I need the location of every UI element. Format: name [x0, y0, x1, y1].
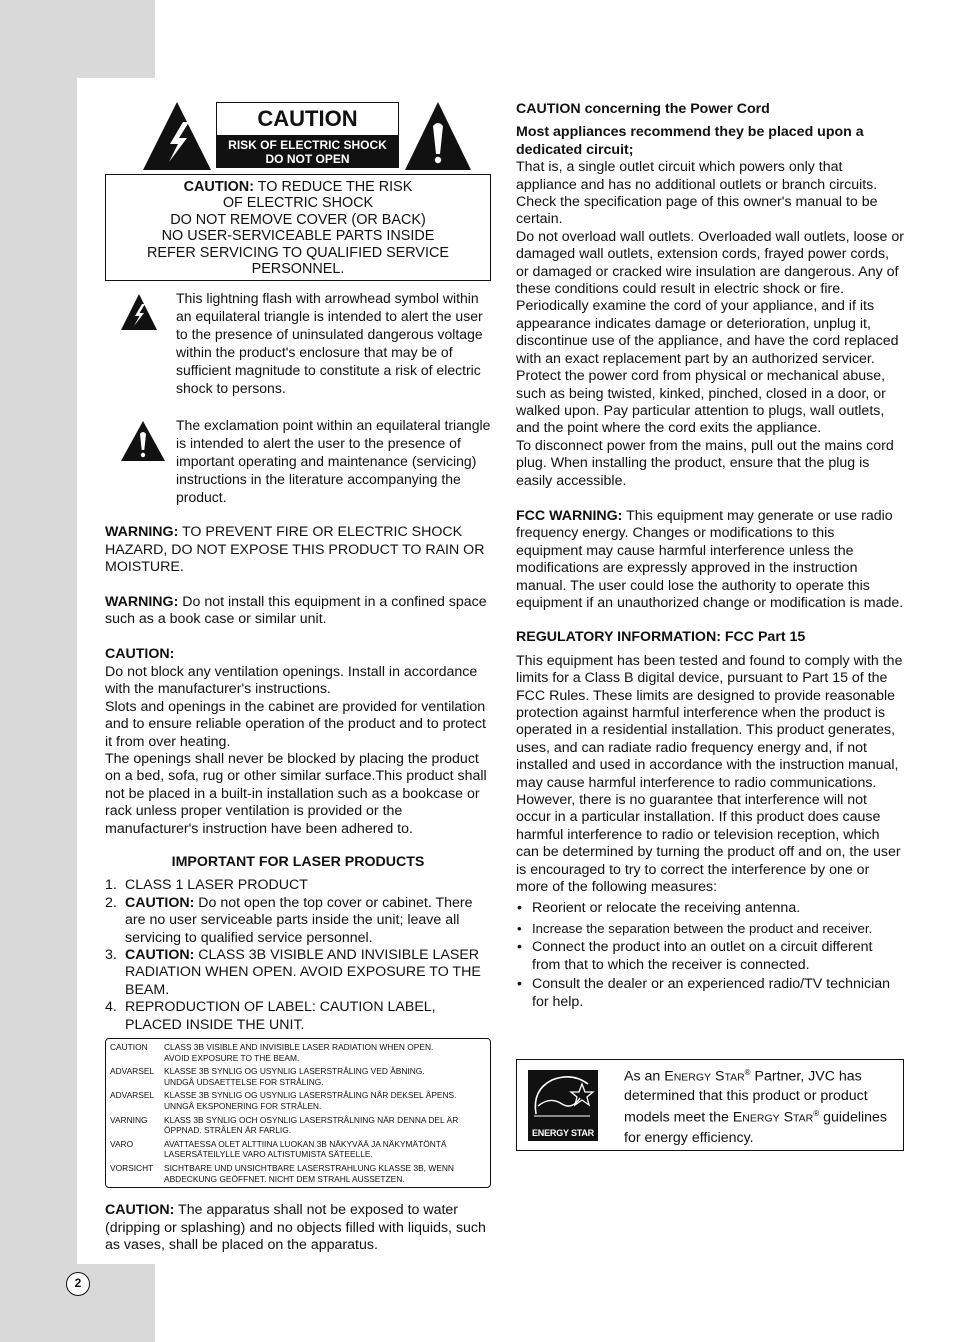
list-item: • Connect the product into an outlet on a circuit different from that to which the receiver is connected. — [516, 939, 904, 974]
top-margin-band — [0, 0, 155, 78]
laser-item: 1. CLASS 1 LASER PRODUCT — [105, 877, 308, 894]
regulatory-body: This equipment has been tested and found to comply with the limits for a Class B digital device, pursuant to Part 15 of the FCC Rules. These limits are designed to provide reasonable protection against harmful interference when the product is operated in a residential installation. This product generates, uses, and can radiate radio frequency energy and, if not installed and used in accordance with the instruction manual, may cause harmful interference to radio communications. However, there is no guarantee that interference will not occur in a particular installation. If this product does cause harmful interference to radio or television reception, which can be determined by turning the product off and on, the user is encouraged to try to correct the interference by one or more of the following measures: — [516, 652, 903, 896]
caution-header — [105, 100, 491, 174]
power-cord-paragraph: To disconnect power from the mains, pull out the mains cord plug. When installing the product, ensure that the plug is easily accessible. — [516, 437, 894, 489]
regulatory-title: REGULATORY INFORMATION: FCC Part 15 — [516, 629, 806, 646]
energy-star-text: As an ENERGY STAR® Partner, JVC has determined that this product or product models meet the ENERGY STAR® guidelines for energy efficiency. — [624, 1067, 888, 1146]
warning-confined-space: WARNING: Do not install this equipment in a confined space such as a book case or similar unit. — [105, 593, 487, 628]
energy-star-icon — [528, 1070, 598, 1126]
label-row: ADVARSEL KLASSE 3B SYNLIG OG USYNLIG LASERSTRÅLING VED ÅBNING. UNDGÅ UDSAETTELSE FOR STRÅLING. — [110, 1066, 425, 1087]
label-row: VARNING KLASS 3B SYNLIG OCH OSYNLIG LASERSTRÅLNING NÄR DENNA DEL ÄR ÖPPNAD. STRÅLEN ÄR FARLIG. — [110, 1114, 459, 1136]
list-item: • Increase the separation between the product and receiver. — [516, 920, 904, 937]
exclamation-triangle-icon — [121, 421, 165, 461]
lightning-triangle-icon — [121, 294, 157, 330]
energy-star-logo-text: ENERGY STAR — [532, 1127, 594, 1138]
label-row: VORSICHT SICHTBARE UND UNSICHTBARE LASERSTRAHLUNG KLASSE 3B, WENN ABDECKUNG GEÖFFNET. NICHT DEM STRAHL AUSSETZEN. — [110, 1162, 454, 1184]
caution-label-subtitle: RISK OF ELECTRIC SHOCK DO NOT OPEN — [217, 135, 398, 168]
laser-item: 4. REPRODUCTION OF LABEL: CAUTION LABEL, PLACED INSIDE THE UNIT. — [105, 999, 436, 1033]
laser-item: 3. CAUTION: CLASS 3B VISIBLE AND INVISIBLE LASER RADIATION WHEN OPEN. AVOID EXPOSURE TO THE BEAM. — [105, 946, 481, 998]
power-cord-paragraph: Do not overload wall outlets. Overloaded wall outlets, loose or damaged wall outlets, extension cords, frayed power cords, or damaged or cracked wire insulation are dangerous. Any of these conditions could result in electric shock or fire. Periodically examine the cord of your appliance, and if its appearance indicates damage or deterioration, unplug it, discontinue use of the appliance, and have the cord replaced with an exact replacement part by an authorized servicer. — [516, 228, 905, 367]
fcc-warning: FCC WARNING: This equipment may generate or use radio frequency energy. Changes or modifications to this equipment may cause harmful interference unless the modifications are expressly approved in the instruction manual. The user could lose the authority to operate this equipment if an unauthorized change or modification is made. — [516, 507, 904, 611]
caution-water: CAUTION: The apparatus shall not be exposed to water (dripping or splashing) and no objects filled with liquids, such as vases, shall be placed on the apparatus. — [105, 1202, 486, 1253]
right-column — [516, 100, 904, 1151]
laser-item: 2. CAUTION: Do not open the top cover or cabinet. There are no user serviceable parts inside the unit; leave all servicing to qualified service personnel. — [105, 894, 473, 946]
lightning-explanation-text: This lightning flash with arrowhead symbol within an equilateral triangle is intended to alert the user to the presence of uninsulated dangerous voltage within the product's enclosure that may be of sufficient magnitude to constitute a risk of electric shock to persons. — [176, 290, 483, 397]
energy-star-box — [516, 1059, 904, 1151]
page-number: 2 — [66, 1272, 90, 1296]
list-item: • Reorient or relocate the receiving antenna. — [516, 900, 904, 917]
left-margin-band — [0, 0, 77, 1342]
list-item: • Consult the dealer or an experienced radio/TV technician for help. — [516, 976, 904, 1011]
regulatory-measures — [516, 900, 904, 1010]
laser-list — [105, 877, 491, 1034]
caution-label-title: CAUTION — [217, 103, 398, 135]
exclamation-explanation-text: The exclamation point within an equilateral triangle is intended to alert the user to the presence of important operating and maintenance (servicing) instructions in the literature accompanying the product. — [176, 417, 491, 506]
caution-label — [216, 102, 399, 168]
label-row: CAUTION CLASS 3B VISIBLE AND INVISIBLE LASER RADIATION WHEN OPEN. AVOID EXPOSURE TO THE BEAM. — [110, 1042, 434, 1063]
caution-text-box: CAUTION: TO REDUCE THE RISK OF ELECTRIC SHOCK DO NOT REMOVE COVER (OR BACK) NO USER-SERVICEABLE PARTS INSIDE REFER SERVICING TO QUALIFIED SERVICE PERSONNEL. — [105, 174, 491, 281]
power-cord-paragraph: Protect the power cord from physical or mechanical abuse, such as being twisted, kinked, pinched, closed in a door, or walked upon. Pay particular attention to plugs, wall outlets, and the point where the cord exits the appliance. — [516, 368, 886, 437]
laser-section-title: IMPORTANT FOR LASER PRODUCTS — [171, 853, 425, 870]
label-row: ADVARSEL KLASSE 3B SYNLIG OG USYNLIG LASERSTRÅLING NÅR DEKSEL ÅPENS. UNNGÅ EKSPONERING FOR STRÅLEN. — [110, 1090, 457, 1111]
laser-caution-label — [105, 1038, 491, 1188]
lightning-explanation — [105, 289, 491, 397]
lightning-warning-icon — [143, 102, 211, 170]
exclamation-explanation — [105, 416, 491, 506]
power-cord-title: CAUTION concerning the Power Cord — [516, 101, 770, 117]
warning-rain: WARNING: TO PREVENT FIRE OR ELECTRIC SHOCK HAZARD, DO NOT EXPOSE THIS PRODUCT TO RAIN OR MOISTURE. — [105, 524, 485, 576]
power-cord-paragraph: That is, a single outlet circuit which powers only that appliance and has no additional outlets or branch circuits. Check the specification page of this owner's manual to be certain. — [516, 159, 878, 228]
caution-ventilation: CAUTION: Do not block any ventilation openings. Install in accordance with the manufacturer's instructions. Slots and openings in the cabinet are provided for ventilation and to ensure reliable operation of the product and to protect it from over heating. The openings shall never be blocked by placing the product on a bed, sofa, rug or other similar surface.This product shall not be placed in a built-in installation such as a bookcase or rack unless proper ventilation is provided or the manufacturer's instruction have been adhered to. — [105, 646, 487, 837]
power-cord-subtitle: Most appliances recommend they be placed upon a dedicated circuit; — [516, 124, 864, 158]
energy-star-logo — [528, 1070, 598, 1141]
bottom-margin-band — [77, 1264, 155, 1342]
label-row: VARO AVATTAESSA OLET ALTTIINA LUOKAN 3B NÄKYVÄÄ JA NÄKYMÄTÖNTÄ LASERSÄTEILYLLE VARO ALTISTUMISTA SÄTEELLE. — [110, 1138, 447, 1160]
exclamation-warning-icon — [405, 102, 471, 170]
left-column — [105, 100, 491, 1254]
